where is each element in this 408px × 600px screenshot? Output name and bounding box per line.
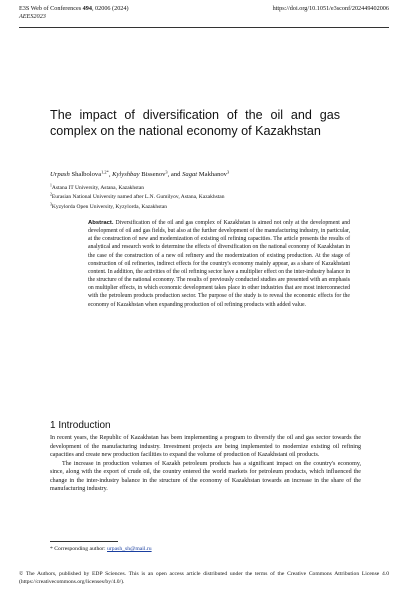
abstract-text: Diversification of the oil and gas complex of Kazakhstan is aimed not only at the development and development of oil and gas fields, but also at the further development of the manufacturing industry, in particular, at the construction of new and modernization of existing oil refining capacities. The article presents the results of analytical and research work to determine the effects of diversification on the national economy of Kazakhstan in the case of the construction of a new oil refinery and the modernization of existing production. At the stage of construction of oil refineries, indirect effects for the country's economy mainly appear, as a share of Kazakhstani content. In addition, the activities of the oil refining sector have a multiplier effect on the inter-industry balance in the structure of the national economy. The results of previously conducted studies are presented with an emphasis on multiplier effects, in which economic development takes place in other industries that are most interconnected with the petroleum products production sector. The purpose of the study is to reveal the economic effects for the economy of Kazakhstan when expanding production of oil refining products with added value. <box>88 220 350 308</box>
author-last-name: Makhanov <box>198 171 227 178</box>
author-affiliation-mark: 3 <box>226 169 230 175</box>
article-id: , 02006 (2024) <box>91 5 129 12</box>
journal-volume: 494 <box>82 5 92 12</box>
abstract-label: Abstract. <box>88 220 114 226</box>
corresponding-email-link[interactable]: urpash_sh@mail.ru <box>107 546 152 552</box>
author-first-name: Sagat <box>182 171 198 178</box>
conference-name: AEES2023 <box>19 13 46 20</box>
header-left <box>19 5 129 21</box>
author-list <box>50 170 370 179</box>
affiliation <box>50 193 370 202</box>
journal-name: E3S Web of Conferences <box>19 5 82 12</box>
section-heading: 1 Introduction <box>50 420 111 431</box>
affiliation-text: Kyzylorda Open University, Kyzylorda, Kazakhstan <box>51 203 168 210</box>
abstract <box>88 219 350 309</box>
author-first-name: Kylyshbay <box>112 171 140 178</box>
body-paragraph: In recent years, the Republic of Kazakhstan has been implementing a program to diversify the oil and gas sector towards the development of the manufacturing industry. Investment projects are being implemented to modernize existing oil refining capacities and create new production facilities to expand the volume of production of Kazakhstani oil products. <box>50 435 361 458</box>
footnote-divider <box>50 541 118 542</box>
license-notice: © The Authors, published by EDP Sciences. This is an open access article distributed under the terms of the Creative Commons Attribution License 4.0 (https://creativecommons.org/licenses/by/4.0/). <box>19 571 389 586</box>
header-right <box>273 5 389 13</box>
affiliation-list <box>50 184 370 212</box>
affiliation <box>50 203 370 212</box>
affiliation-number: 3 <box>50 202 52 207</box>
doi-link[interactable]: https://doi.org/10.1051/e3sconf/202449402006 <box>272 5 389 12</box>
author-separator: , and <box>167 171 183 178</box>
affiliation-text: Eurasian National University named after L.N. Gumilyov, Astana, Kazakhstan <box>51 194 225 201</box>
author-first-name: Urpash <box>50 171 70 178</box>
footnote <box>50 545 152 553</box>
affiliation-number: 1 <box>50 183 52 188</box>
author-affiliation-mark: 3 <box>165 169 168 175</box>
body-paragraph: The increase in production volumes of Kazakh petroleum products has a significant impact on the country's economy, since, along with the export of crude oil, the country entered the world markets for petroleum products, which influenced the change in the inter-industry balance in the structure of the economy of Kazakhstan towards an increase in the share of the manufacturing industry. <box>50 460 361 492</box>
paper-title: The impact of diversification of the oil and gas complex on the national economy of Kazakhstan <box>50 108 340 139</box>
section-body <box>50 434 361 494</box>
author-separator: , <box>108 171 113 178</box>
author-last-name: Shalbolova <box>71 171 102 178</box>
author-affiliation-mark: 1,2* <box>101 169 109 175</box>
author <box>182 171 229 178</box>
affiliation <box>50 184 370 193</box>
affiliation-text: Astana IT University, Astana, Kazakhstan <box>51 185 145 191</box>
running-header <box>19 5 389 28</box>
author-last-name: Bissenov <box>141 171 166 178</box>
footnote-text: * Corresponding author: <box>50 546 108 552</box>
author <box>50 171 109 178</box>
author <box>112 171 168 178</box>
affiliation-number: 2 <box>50 193 52 197</box>
